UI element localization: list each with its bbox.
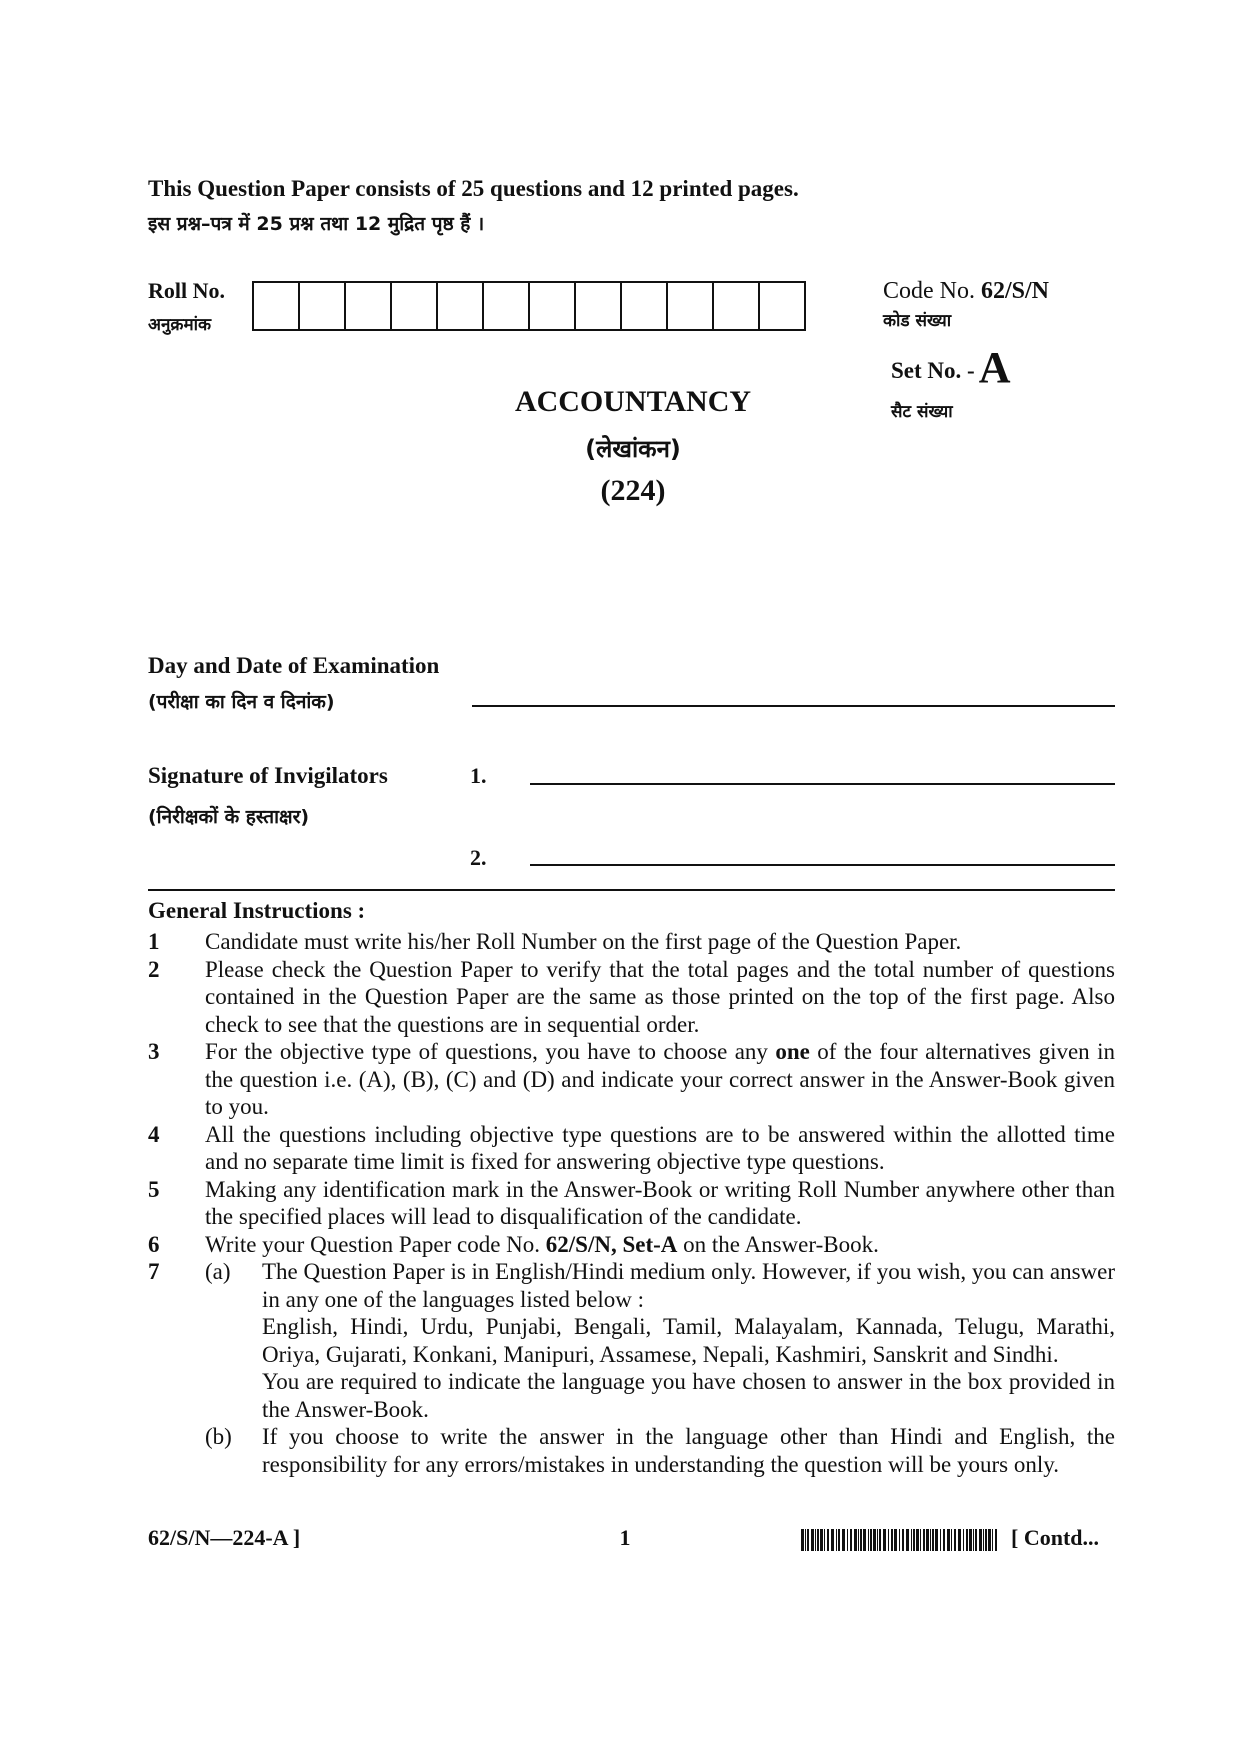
paper-info-english: This Question Paper consists of 25 questions and 12 printed pages. (148, 176, 799, 201)
subitem-text (262, 1258, 1115, 1423)
subitem-text: If you choose to write the answer in the language other than Hindi and English, the responsibility for any errors/mistakes in understanding the question will be yours only. (262, 1424, 1115, 1477)
instruction-item (148, 1231, 1115, 1259)
code-number-label: Code No. (883, 278, 975, 304)
instruction-text (205, 1231, 1115, 1259)
code-number-label-hindi: कोड संख्या (883, 311, 952, 331)
instruction-subitem-b (205, 1423, 1115, 1478)
set-number-value: A (978, 343, 1011, 392)
roll-number-box[interactable] (576, 283, 622, 329)
subitem-label: (a) (205, 1259, 231, 1284)
roll-number-box[interactable] (668, 283, 714, 329)
roll-number-box[interactable] (438, 283, 484, 329)
roll-number-label-hindi: अनुक्रमांक (148, 315, 212, 335)
subitem-text-line: You are required to indicate the language you have chosen to answer in the box provided in the Answer-Book. (262, 1369, 1115, 1422)
instruction-subitems (205, 1258, 1115, 1478)
paper-info-hindi: इस प्रश्न–पत्र में 25 प्रश्न तथा 12 मुद्रित पृष्ठ हैं । (148, 213, 485, 235)
instruction-item (148, 1258, 1115, 1478)
footer-page-number: 1 (619, 1525, 631, 1550)
roll-number-label: Roll No. (148, 278, 225, 303)
set-number-label: Set No. - (891, 358, 975, 383)
barcode-icon (801, 1529, 1001, 1551)
subitem-label: (b) (205, 1424, 232, 1449)
instruction-text-part: of the four alternatives given in the question i.e. (A), (B), (C) and (D) and indicate your correct answer in the Answer-Book given to you. (205, 1039, 1115, 1119)
invigilator-signature-label: Signature of Invigilators (148, 763, 388, 788)
exam-date-line[interactable] (472, 705, 1115, 707)
instruction-item (148, 928, 1115, 956)
instruction-text-part: Write your Question Paper code No. (205, 1231, 546, 1257)
roll-number-box[interactable] (254, 283, 300, 329)
section-divider (148, 889, 1115, 891)
instruction-item (148, 956, 1115, 1039)
code-number (883, 278, 1049, 305)
exam-date-label: Day and Date of Examination (148, 653, 440, 678)
invigilator-signature-label-hindi: (निरीक्षकों के हस्ताक्षर) (148, 806, 310, 828)
instructions-list (148, 928, 1115, 1478)
instruction-text: Making any identification mark in the Answer-Book or writing Roll Number anywhere other than the specified places will lead to disqualification of the candidate. (205, 1176, 1115, 1229)
invigilator-1-number: 1. (470, 763, 487, 788)
subject-title: ACCOUNTANCY (514, 385, 752, 418)
instruction-subitem-a (205, 1258, 1115, 1423)
roll-number-box[interactable] (346, 283, 392, 329)
roll-number-box[interactable] (622, 283, 668, 329)
footer-paper-code: 62/S/N—224-A ] (148, 1525, 301, 1550)
languages-list: English, Hindi, Urdu, Punjabi, Bengali, Tamil, Malayalam, Kannada, Telugu, Marathi, Oriya, Gujarati, Konkani, Manipuri, Assamese, Nepali, Kashmiri, Sanskrit and Sindhi. (262, 1314, 1115, 1367)
roll-number-box[interactable] (530, 283, 576, 329)
roll-number-box[interactable] (392, 283, 438, 329)
exam-date-label-hindi: (परीक्षा का दिन व दिनांक) (148, 691, 335, 713)
roll-number-box[interactable] (300, 283, 346, 329)
invigilator-1-signature-line[interactable] (530, 783, 1115, 785)
subject-code: (224) (600, 474, 666, 507)
footer-continued: [ Contd... (1011, 1525, 1100, 1550)
instruction-number: 5 (148, 1176, 160, 1202)
instruction-text-part: on the Answer-Book. (677, 1231, 879, 1257)
subitem-text-line: The Question Paper is in English/Hindi medium only. However, if you wish, you can answer in any one of the languages listed below : (262, 1259, 1115, 1312)
instruction-number: 7 (148, 1259, 160, 1284)
invigilator-2-number: 2. (470, 845, 487, 870)
instruction-item (148, 1121, 1115, 1176)
instruction-text: Candidate must write his/her Roll Number on the first page of the Question Paper. (205, 929, 962, 954)
instruction-text (205, 1038, 1115, 1121)
set-number (891, 342, 1010, 393)
instruction-number: 3 (148, 1039, 160, 1064)
instruction-item (148, 1176, 1115, 1231)
code-number-value: 62/S/N (981, 278, 1050, 304)
instruction-number: 4 (148, 1121, 160, 1147)
roll-number-box[interactable] (714, 283, 760, 329)
set-number-label-hindi: सैट संख्या (891, 402, 953, 422)
instruction-number: 2 (148, 956, 160, 982)
general-instructions-title: General Instructions : (148, 898, 366, 923)
roll-number-box[interactable] (484, 283, 530, 329)
instruction-number: 1 (148, 929, 160, 954)
instruction-text-part: For the objective type of questions, you have to choose any (205, 1039, 776, 1064)
roll-number-boxes[interactable] (252, 281, 806, 331)
instruction-text: Please check the Question Paper to verify that the total pages and the total number of questions contained in the Question Paper are the same as those printed on the top of the first page. Also check to see that the questions are in sequential order. (205, 956, 1115, 1037)
subject-title-hindi: (लेखांकन) (585, 435, 681, 463)
roll-number-box[interactable] (760, 283, 804, 329)
instruction-text-emphasis: one (775, 1039, 810, 1064)
instruction-item (148, 1038, 1115, 1121)
instruction-text-emphasis: 62/S/N, Set-A (545, 1231, 678, 1257)
instruction-text: All the questions including objective type questions are to be answered within the allotted time and no separate time limit is fixed for answering objective type questions. (205, 1121, 1115, 1174)
instruction-number: 6 (148, 1231, 160, 1257)
invigilator-2-signature-line[interactable] (530, 864, 1115, 866)
